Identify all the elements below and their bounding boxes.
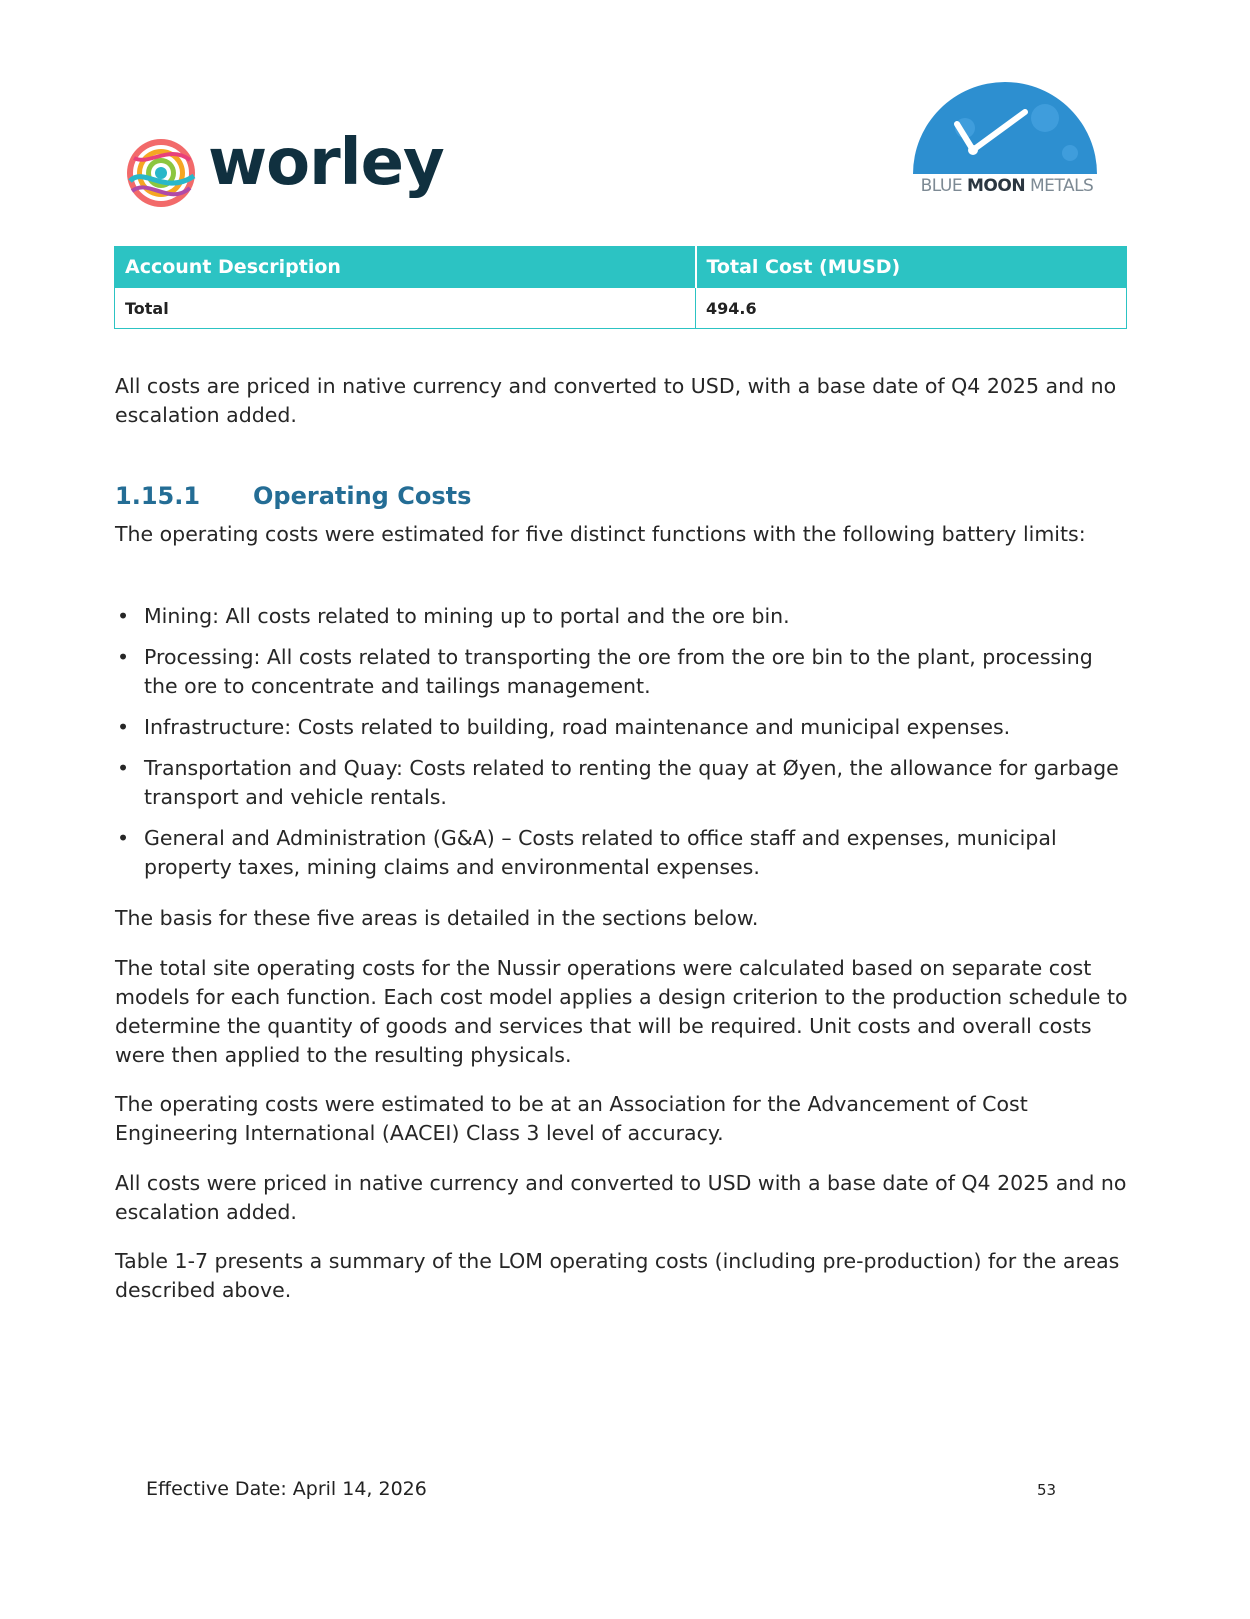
section-lead-paragraph: The operating costs were estimated for five distinct functions with the following battery limits: (115, 522, 1086, 546)
table-cell-description: Total (115, 288, 696, 329)
bullet-icon: • (117, 826, 130, 850)
table-cell-cost: 494.6 (696, 288, 1127, 329)
bullet-icon: • (117, 645, 130, 669)
footer-page-number: 53 (1037, 1481, 1057, 1499)
list-item: • Infrastructure: Costs related to building, road maintenance and municipal expenses. (115, 713, 1130, 742)
battery-limits-list (115, 602, 1130, 894)
body-paragraph: Table 1-7 presents a summary of the LOM operating costs (including pre-production) for the areas described above. (115, 1249, 1120, 1302)
bullet-icon: • (117, 604, 130, 628)
body-paragraph: All costs were priced in native currency and converted to USD with a base date of Q4 2025 and no escalation added. (115, 1171, 1127, 1224)
worley-swirl-icon (124, 136, 198, 210)
list-item: • Transportation and Quay: Costs related to renting the quay at Øyen, the allowance for garbage transport and vehicle rentals. (117, 756, 1119, 809)
table-row (115, 288, 1127, 329)
moon-clock-icon (905, 78, 1105, 178)
list-item: • Mining: All costs related to mining up to portal and the ore bin. (115, 602, 1130, 631)
intro-paragraph: All costs are priced in native currency and converted to USD, with a base date of Q4 2025 and no escalation added. (115, 374, 1117, 427)
bullet-icon: • (117, 756, 130, 780)
blue-moon-metals-wordmark: BLUE MOON METALS (920, 176, 1094, 196)
worley-wordmark: worley (208, 126, 444, 200)
table-header-total-cost: Total Cost (MUSD) (696, 247, 1127, 288)
footer-effective-date: Effective Date: April 14, 2026 (146, 1478, 427, 1500)
section-heading (115, 482, 471, 510)
body-paragraph: The total site operating costs for the Nussir operations were calculated based on separate cost models for each function. Each cost model applies a design criterion to the production schedule to determine the quantity of goods and services that will be required. Unit costs and overall costs were then applied to the resulting physicals. (115, 956, 1128, 1067)
table-header-account: Account Description (115, 247, 696, 288)
cost-summary-table (114, 246, 1127, 329)
section-number: 1.15.1 (115, 482, 201, 510)
blue-moon-metals-logo (905, 78, 1105, 208)
list-item: • General and Administration (G&A) – Costs related to office staff and expenses, municipal property taxes, mining claims and environmental expenses. (117, 826, 1057, 879)
body-paragraph: The operating costs were estimated to be at an Association for the Advancement of Cost Engineering International (AACEI) Class 3 level of accuracy. (115, 1092, 1028, 1145)
table-header-row (115, 247, 1127, 288)
section-title: Operating Costs (253, 482, 472, 510)
body-paragraph: The basis for these five areas is detailed in the sections below. (115, 906, 759, 930)
worley-logo (124, 126, 444, 212)
bullet-icon: • (117, 715, 130, 739)
list-item: • Processing: All costs related to transporting the ore from the ore bin to the plant, processing the ore to concentrate and tailings management. (117, 645, 1093, 698)
